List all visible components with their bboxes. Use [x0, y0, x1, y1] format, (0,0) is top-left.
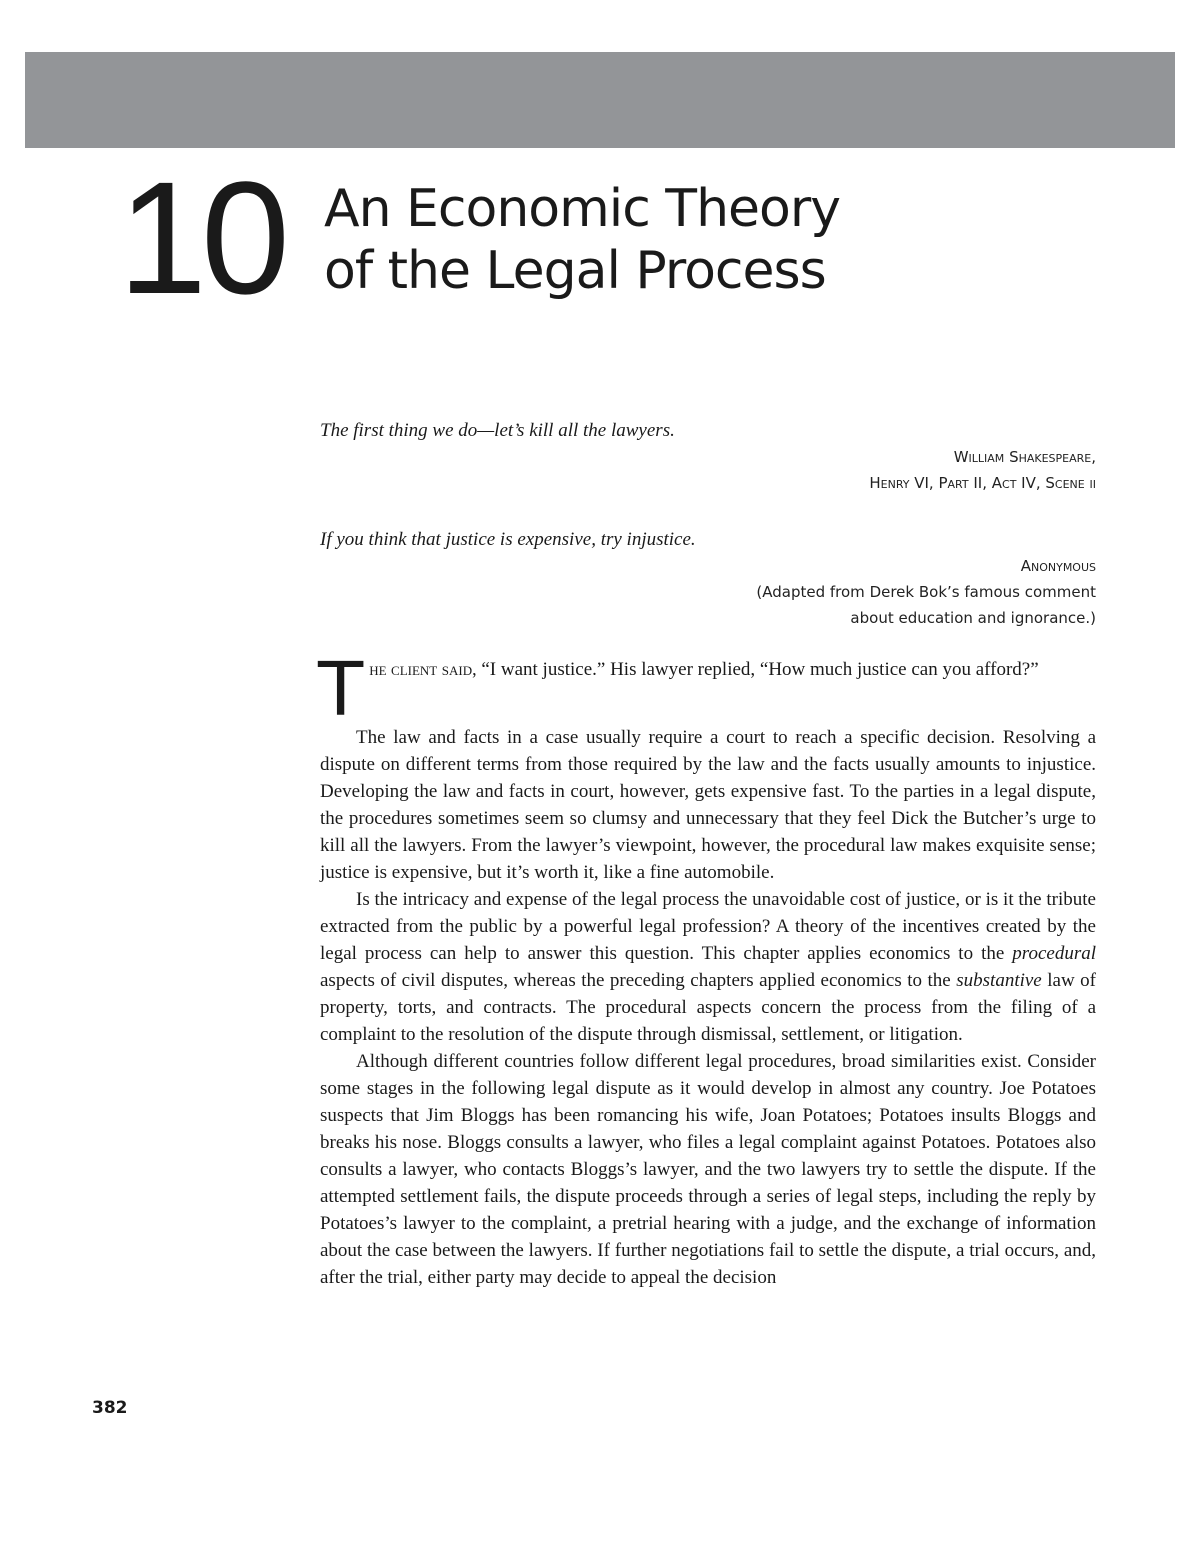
paragraph-3: [320, 886, 1096, 1048]
epigraph-attribution: Anonymous: [1020, 557, 1096, 575]
chapter-title: [324, 178, 840, 302]
epigraph-quote: The first thing we do—let’s kill all the lawyers.: [320, 420, 675, 441]
lead-in: he client said,: [369, 659, 477, 679]
epigraph-1: [320, 418, 1096, 496]
chapter-title-line-2: of the Legal Process: [324, 241, 826, 301]
paragraph-3-emphasis-substantive: substantive: [956, 970, 1042, 991]
paragraph-1-text: “I want justice.” His lawyer replied, “How much justice can you afford?”: [476, 659, 1039, 680]
epigraph-attribution: Henry VI, Part II, Act IV, Scene ii: [869, 474, 1096, 492]
chapter-number: 10: [118, 148, 284, 327]
page-number: 382: [92, 1398, 128, 1418]
paragraph-2: The law and facts in a case usually require a court to reach a specific decision. Resolving a dispute on different terms from those required by the law and the facts usually amounts to injustice. Developing the law and facts in court, however, gets expensive fast. To the parties in a legal dispute, the procedures sometimes seem so clumsy and unnecessary that they feel Dick the Butcher’s urge to kill all the lawyers. From the lawyer’s viewpoint, however, the procedural law makes exquisite sense; justice is expensive, but it’s worth it, like a fine automobile.: [320, 727, 1096, 883]
epigraph-attribution: William Shakespeare,: [953, 448, 1096, 466]
body-text: [318, 647, 1096, 1291]
paragraph-3-text-b: aspects of civil disputes, whereas the preceding chapters applied economics to the: [320, 970, 957, 991]
chapter-title-line-1: An Economic Theory: [324, 179, 840, 239]
epigraph-2: [320, 527, 1096, 631]
paragraph-3-text-c: law of property, torts, and contracts. The procedural aspects concern the process from the filing of a complaint to the resolution of the dispute through dismissal, settlement, or litigation.: [320, 970, 1096, 1045]
paragraph-1: [318, 647, 1096, 733]
paragraph-3-emphasis-procedural: procedural: [1012, 943, 1096, 964]
paragraph-4: Although different countries follow different legal procedures, broad similarities exist. Consider some stages in the following legal dispute as it would develop in almost any country. Joe Potatoes suspects that Jim Bloggs has been romancing his wife, Joan Potatoes; Potatoes insults Bloggs and breaks his nose. Bloggs consults a lawyer, who files a legal complaint against Potatoes. Potatoes also consults a lawyer, who contacts Bloggs’s lawyer, and the two lawyers try to settle the dispute. If the attempted settlement fails, the dispute proceeds through a series of legal steps, including the reply by Potatoes’s lawyer to the complaint, a pretrial hearing with a judge, and the exchange of information about the case between the lawyers. If further negotiations fail to settle the dispute, a trial occurs, and, after the trial, either party may decide to appeal the decision: [320, 1051, 1096, 1288]
epigraph-attribution: about education and ignorance.): [850, 609, 1096, 627]
paragraph-3-text-a: Is the intricacy and expense of the legal process the unavoidable cost of justice, or is it the tribute extracted from the public by a powerful legal profession? A theory of the incentives created by the legal process can help to answer this question. This chapter applies economics to the: [320, 889, 1096, 964]
epigraph-quote: If you think that justice is expensive, try injustice.: [320, 529, 696, 550]
header-band: [25, 52, 1175, 148]
drop-cap: T: [318, 647, 364, 733]
epigraph-attribution: (Adapted from Derek Bok’s famous comment: [756, 583, 1096, 601]
